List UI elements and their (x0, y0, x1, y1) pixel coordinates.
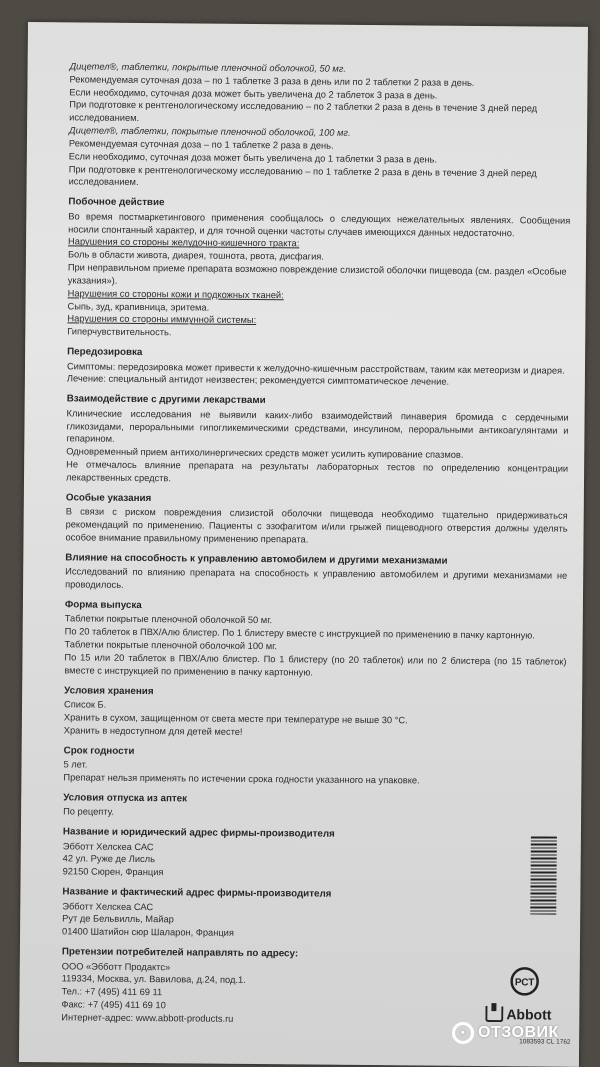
dose-100-title: Дицетел®, таблетки, покрытые пленочной оболочкой, 100 мг. (69, 125, 351, 138)
actual-address-line: Эбботт Хелскеа САС (62, 900, 154, 912)
abbott-mark-icon (485, 1006, 503, 1022)
claims-line: 119334, Москва, ул. Вавилова, д.24, под.1. (61, 973, 246, 986)
actual-address-line: 01400 Шатийон сюр Шаларон, Франция (62, 926, 234, 939)
overdose-heading: Передозировка (67, 346, 143, 359)
side-effects-heading: Побочное действие (68, 196, 165, 209)
otzovik-watermark (452, 1022, 559, 1044)
dispensing-text: По рецепту. (63, 806, 115, 818)
dose-50-line: При подготовке к рентгенологическому исследованию – по 2 таблетки 2 раза в день в течение 3 дней перед исследованием. (69, 99, 538, 124)
claims-line: Факс: +7 (495) 411 69 10 (61, 999, 166, 1011)
driving-text: Исследований по влиянию препарата на способность к управлению автомобилем и другими механизмами не проводилось. (65, 566, 568, 590)
claims-line: Интернет-адрес: www.abbott-products.ru (61, 1012, 234, 1024)
storage-line: Список Б. (64, 699, 107, 710)
actual-address-line: Рут де Бельвилль, Майар (62, 913, 174, 925)
legal-address-line: 42 ул. Руже де Лисль (62, 853, 156, 865)
barcode (530, 836, 557, 914)
claims-line: ООО «Эбботт Продактс» (61, 960, 171, 972)
dose-50-line: Если необходимо, суточная доза может быть увеличена до 2 таблеток 3 раза в день. (69, 87, 438, 101)
form-heading: Форма выпуска (64, 599, 142, 611)
claims-line: Тел.: +7 (495) 411 69 11 (61, 986, 163, 998)
legal-address-heading: Название и юридический адрес фирмы-производителя (62, 826, 335, 840)
dose-100-line: Если необходимо, суточная доза может быть увеличена до 1 таблетки 3 раза в день. (68, 151, 438, 165)
dose-100-line: При подготовке к рентгенологическому исследованию – по 1 таблетке 2 раза в день в течение 3 дней перед исследованием. (68, 163, 537, 188)
overdose-symptoms: Симптомы: передозировка может привести к желудочно-кишечным расстройствам, таким как метеоризм и диарея. (66, 360, 565, 376)
legal-address-line: Эбботт Хелскеа САС (62, 840, 154, 852)
print-code: 1083593 CL 1762 (519, 1038, 571, 1046)
otzovik-icon: • (452, 1022, 474, 1044)
dispensing-heading: Условия отпуска из аптек (63, 792, 188, 805)
interactions-text: Клинические исследования не выявили каких-либо взаимодействий пинаверия бромида с сердечными гликозидами, пероральными гипогликемическими средствами, инсулином, пероральными антикоагулянтами и гепарином. (66, 408, 569, 445)
abbott-logo (485, 1006, 551, 1023)
storage-line: Хранить в сухом, защищенном от света месте при температуре не выше 30 °С. (63, 712, 408, 726)
interactions-text: Не отмечалось влияние препарата на результаты лабораторных тестов по определению концентрации лекарственных средств. (65, 459, 569, 484)
interactions-heading: Взаимодействие с другими лекарствами (66, 393, 266, 407)
skin-subheading: Нарушения со стороны кожи и подкожных тканей: (67, 288, 284, 301)
leaflet-sheet (19, 22, 588, 1067)
abbott-logo-text: Abbott (506, 1006, 552, 1023)
interactions-text: Одновременный прием антихолинергических средств может усилить купирование спазмов. (66, 446, 464, 461)
skin-text: Сыпь, зуд, крапивница, эритема. (67, 300, 210, 313)
pct-certification-logo (510, 966, 540, 996)
storage-heading: Условия хранения (64, 684, 154, 697)
special-heading: Особые указания (65, 492, 152, 504)
immune-subheading: Нарушения со стороны иммунной системы: (67, 313, 257, 326)
legal-address-line: 92150 Сюрен, Франция (62, 866, 164, 878)
storage-line: Хранить в недоступном для детей месте! (63, 725, 243, 737)
overdose-treatment: Лечение: специальный антидот неизвестен; рекомендуется симптоматическое лечение. (66, 373, 450, 388)
gi-subheading: Нарушения со стороны желудочно-кишечного тракта: (68, 236, 300, 249)
special-text: В связи с риском повреждения слизистой оболочки пищевода необходимо тщательно придерживаться рекомендаций по применению. Пациенты с эзофагитом и/или грыжей пищеводного отверстия должны уделять особое внимание правильному применению препарата. (65, 506, 568, 545)
side-effects-intro: Во время постмаркетингового применения сообщалось о следующих нежелательных явлениях. Сообщения носили спонтанный характер, и для точной оценки частоты случаев имеющихся данных недостаточно. (68, 211, 571, 238)
immune-text: Гиперчувствительность. (67, 326, 172, 338)
driving-heading: Влияние на способность к управлению автомобилем и другими механизмами (65, 552, 448, 567)
form-line: Таблетки покрытые пленочной оболочкой 50 мг. (64, 613, 273, 626)
shelf-life-line: Препарат нельзя применять по истечении срока годности указанного на упаковке. (63, 772, 420, 786)
leaflet-content (61, 60, 571, 1028)
form-line: Таблетки покрытые пленочной оболочкой 100 мг. (64, 639, 278, 652)
gi-note: При неправильном приеме препарата возможно повреждение слизистой оболочки пищевода (см. раздел «Особые указания»). (67, 262, 567, 286)
dose-50-line: Рекомендуемая суточная доза – по 1 таблетке 3 раза в день или по 2 таблетки 2 раза в день. (69, 74, 475, 88)
shelf-life-line: 5 лет. (63, 759, 88, 770)
gi-text: Боль в области живота, диарея, тошнота, рвота, дисфагия. (67, 249, 324, 262)
actual-address-heading: Название и фактический адрес фирмы-производителя (62, 886, 332, 900)
claims-heading: Претензии потребителей направлять по адресу: (61, 946, 299, 960)
dose-50-title: Дицетел®, таблетки, покрытые пленочной оболочкой, 50 мг. (69, 61, 347, 74)
pct-logo-text: РСТ (514, 977, 535, 989)
watermark-text: ОТЗОВИК (478, 1024, 559, 1041)
dose-100-line: Рекомендуемая суточная доза – по 1 таблетке 2 раза в день. (68, 138, 334, 151)
form-line: По 15 или 20 таблеток в ПВХ/Алю блистер. По 1 блистеру (по 20 таблеток) или по 2 блистера (по 15 таблеток) вместе с инструкцией по применению в пачку картонную. (64, 652, 567, 678)
form-line: По 20 таблеток в ПВХ/Алю блистер. По 1 блистеру вместе с инструкцией по применению в пачку картонную. (64, 626, 535, 641)
shelf-life-heading: Срок годности (63, 744, 135, 757)
